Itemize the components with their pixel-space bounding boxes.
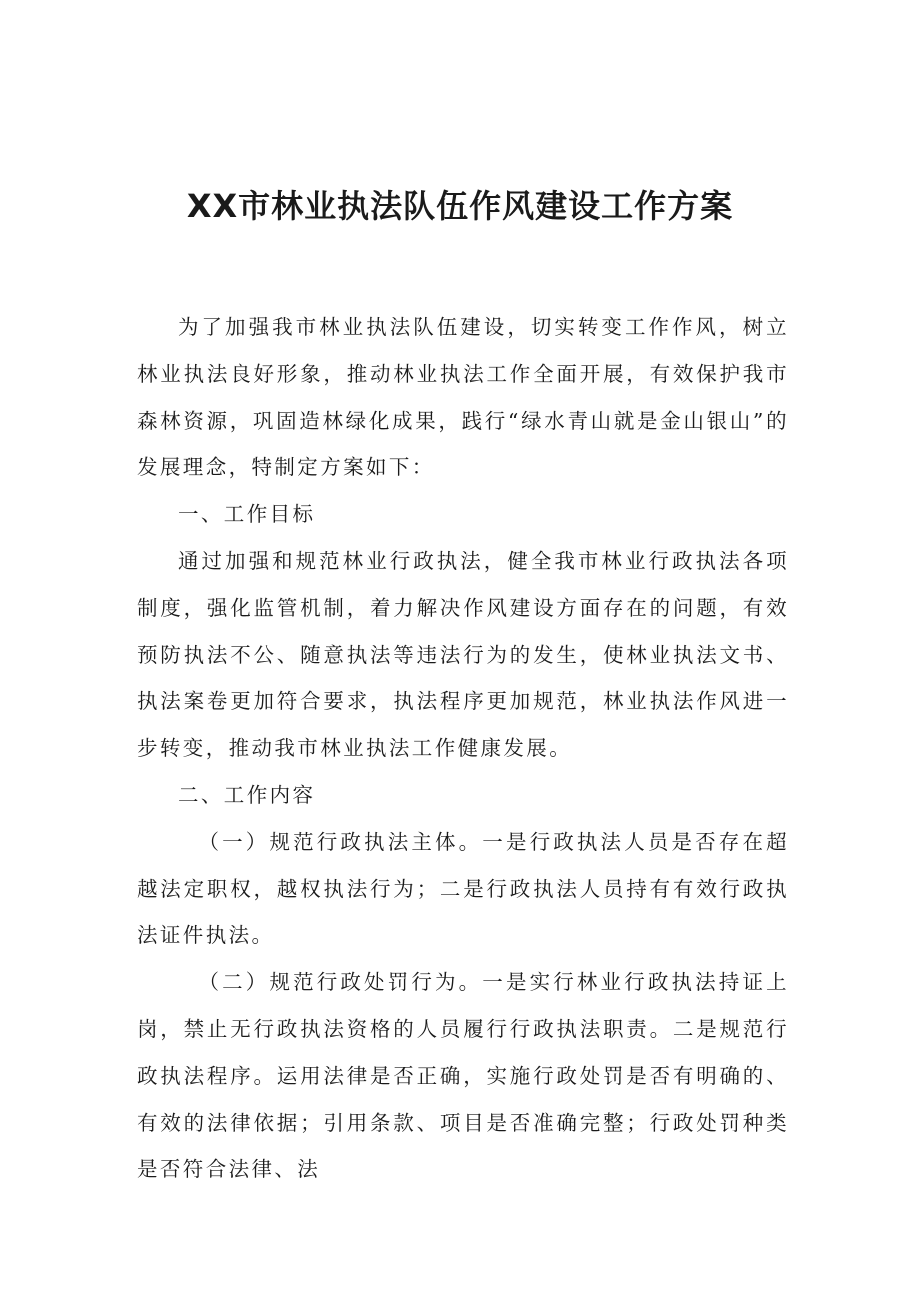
document-body [137,304,789,1193]
section-heading-content: 二、工作内容 [178,782,316,807]
document-title: XX市林业执法队伍作风建设工作方案 [186,187,734,225]
intro-paragraph: 为了加强我市林业执法队伍建设，切实转变工作作风，树立林业执法良好形象，推动林业执法工作全面开展，有效保护我市森林资源，巩固造林绿化成果，践行“绿水青山就是金山银山”的发展理念，特制定方案如下： [137,315,789,480]
section-heading-goals: 一、工作目标 [178,502,316,527]
goals-paragraph: 通过加强和规范林业行政执法，健全我市林业行政执法各项制度，强化监管机制，着力解决作风建设方面存在的问题，有效预防执法不公、随意执法等违法行为的发生，使林业执法文书、执法案卷更加符合要求，执法程序更加规范，林业执法作风进一步转变，推动我市林业执法工作健康发展。 [137,548,789,761]
content-item-2: （二）规范行政处罚行为。一是实行林业行政执法持证上岗，禁止无行政执法资格的人员履行行政执法职责。二是规范行政执法程序。运用法律是否正确，实施行政处罚是否有明确的、有效的法律依据；引用条款、项目是否准确完整；行政处罚种类是否符合法律、法 [137,970,789,1182]
content-item-1: （一）规范行政执法主体。一是行政执法人员是否存在超越法定职权，越权执法行为；二是行政执法人员持有有效行政执法证件执法。 [137,829,789,948]
